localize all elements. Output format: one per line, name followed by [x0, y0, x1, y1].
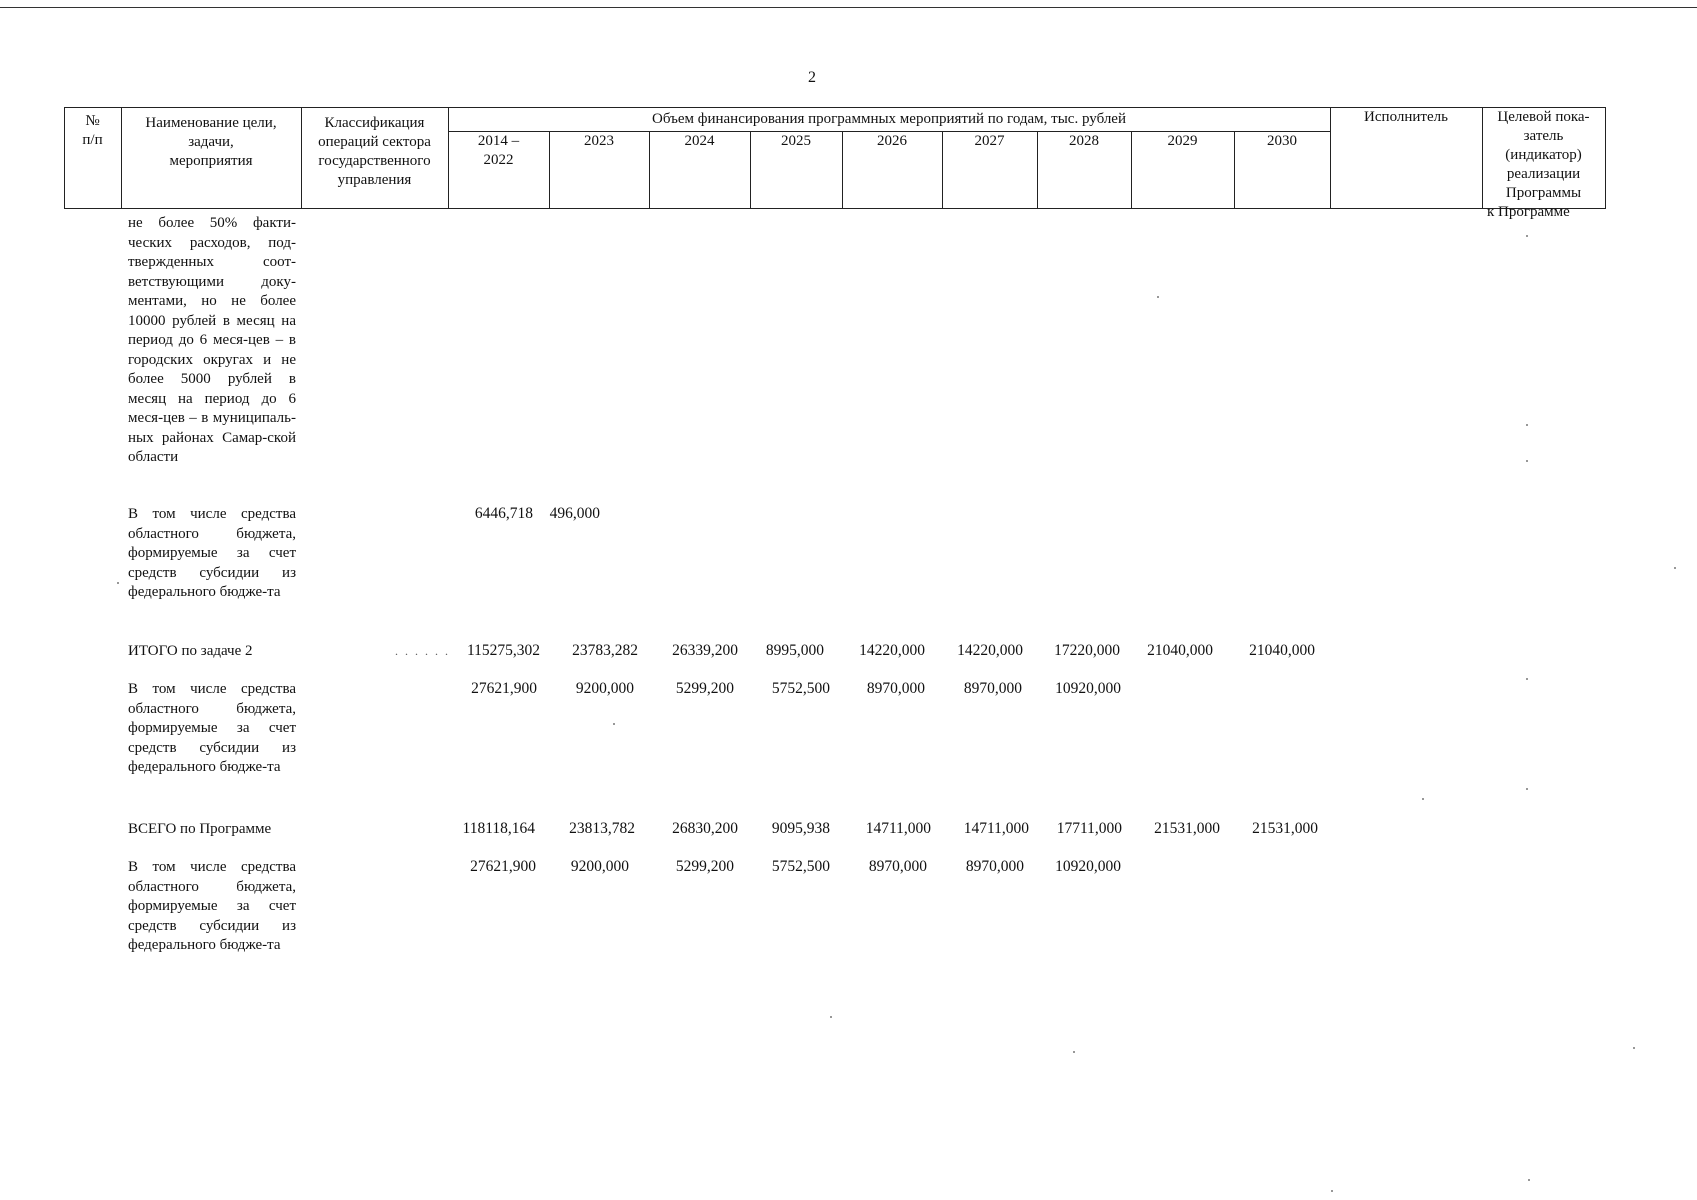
row-name: не более 50% факти-ческих расходов, под-твержденных соот-ветствующими доку-ментами, но не более 10000 рублей в месяц на период до 6 меся-цев – в городских округах и не более 5000 рублей в месяц на период до 6 меся-цев – в муниципаль-ных районах Самар-ской области	[128, 215, 296, 465]
value-cell: 5299,200	[675, 858, 734, 875]
row-name: В том числе средства областного бюджета, формируемые за счет средств субсидии из федерального бюдже-та	[128, 506, 296, 600]
scan-speck	[1526, 424, 1528, 426]
value-cell: 26339,200	[672, 642, 738, 659]
scan-speck	[1422, 798, 1424, 800]
year-col-2025: 2025	[781, 133, 811, 149]
value-cell: 14711,000	[963, 820, 1029, 837]
value-cell: 10920,000	[1055, 680, 1121, 697]
scan-speck	[1331, 1190, 1333, 1192]
scan-speck	[830, 1016, 832, 1018]
page-number: 2	[808, 69, 816, 86]
value-cell: 9200,000	[575, 680, 634, 697]
value-cell: 8970,000	[965, 858, 1024, 875]
value-cell: 9200,000	[570, 858, 629, 875]
year-col-2027: 2027	[974, 133, 1005, 149]
value-cell: 27621,900	[471, 680, 537, 697]
value-cell: 27621,900	[470, 858, 536, 875]
header-classification: Классификация операций сектора государственного управления	[318, 115, 431, 188]
value-cell: 17711,000	[1056, 820, 1122, 837]
scan-speck	[1157, 296, 1159, 298]
scan-speck	[1633, 1047, 1635, 1049]
year-col-2028: 2028	[1069, 133, 1099, 149]
scan-speck	[1526, 678, 1528, 680]
year-col-2026: 2026	[877, 133, 907, 149]
scan-speck	[1073, 1051, 1075, 1053]
year-col-2030: 2030	[1267, 133, 1297, 149]
header-indicator: Целевой пока- затель (индикатор) реализации Программы	[1497, 109, 1590, 201]
value-cell: 8970,000	[866, 680, 925, 697]
scan-speck	[117, 582, 119, 584]
value-cell: 21531,000	[1252, 820, 1318, 837]
value-cell: 21040,000	[1147, 642, 1213, 659]
value-cell: 8995,000	[765, 642, 824, 659]
value-cell: 6446,718	[474, 505, 533, 522]
row-name: В том числе средства областного бюджета, формируемые за счет средств субсидии из федерального бюдже-та	[128, 681, 296, 775]
value-cell: 8970,000	[868, 858, 927, 875]
scan-dots: . . . . . .	[395, 644, 450, 658]
value-cell: 9095,938	[771, 820, 830, 837]
value-cell: 21531,000	[1154, 820, 1220, 837]
value-cell: 8970,000	[963, 680, 1022, 697]
value-cell: 10920,000	[1055, 858, 1121, 875]
scan-speck	[1526, 460, 1528, 462]
value-cell: 23813,782	[569, 820, 635, 837]
value-cell: 14220,000	[859, 642, 925, 659]
value-cell: 17220,000	[1054, 642, 1120, 659]
value-cell: 21040,000	[1249, 642, 1315, 659]
header-executor: Исполнитель	[1364, 109, 1448, 125]
scan-speck	[613, 723, 615, 725]
value-cell: 5752,500	[771, 858, 830, 875]
value-cell: 496,000	[549, 505, 600, 522]
header-funding: Объем финансирования программных мероприятий по годам, тыс. рублей	[651, 111, 1126, 127]
scan-speck	[1526, 788, 1528, 790]
row-name: ВСЕГО по Программе	[128, 821, 272, 837]
value-cell: 5299,200	[675, 680, 734, 697]
value-cell: 118118,164	[462, 820, 535, 837]
row-name: ИТОГО по задаче 2	[128, 643, 253, 659]
row-name: В том числе средства областного бюджета, формируемые за счет средств субсидии из федерального бюдже-та	[128, 859, 296, 953]
scan-speck	[1674, 567, 1676, 569]
year-col-2014-2022: 2014 – 2022	[477, 133, 520, 168]
header-name: Наименование цели, задачи, мероприятия	[145, 115, 277, 169]
year-col-2024: 2024	[684, 133, 715, 149]
value-cell: 115275,302	[466, 642, 540, 659]
value-cell: 14711,000	[865, 820, 931, 837]
value-cell: 14220,000	[957, 642, 1023, 659]
year-col-2023: 2023	[584, 133, 614, 149]
header-num: № п/п	[82, 113, 103, 148]
scan-speck	[1526, 235, 1528, 237]
year-col-2029: 2029	[1167, 133, 1198, 149]
value-cell: 23783,282	[572, 642, 638, 659]
ref-note: к Программе	[1487, 204, 1570, 220]
scan-speck	[1528, 1179, 1530, 1181]
value-cell: 5752,500	[771, 680, 830, 697]
value-cell: 26830,200	[672, 820, 738, 837]
